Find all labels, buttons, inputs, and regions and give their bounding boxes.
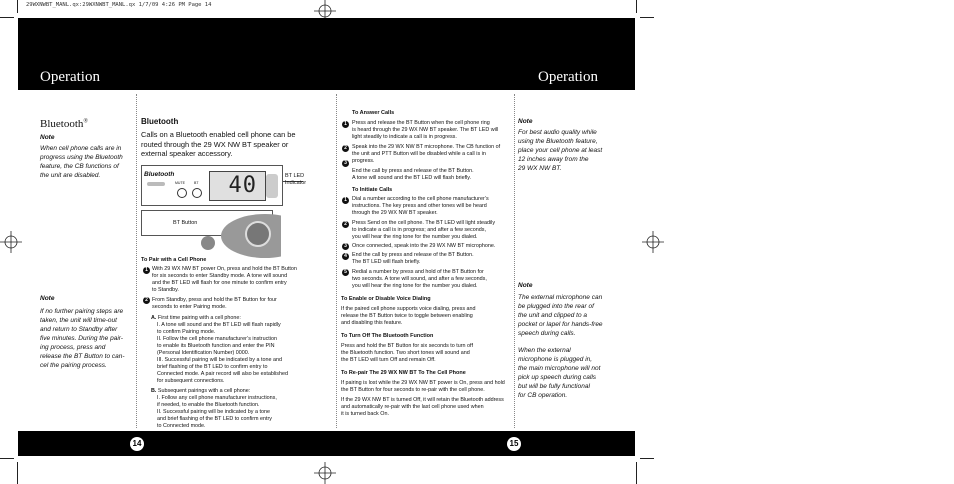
step-text: Press and release the BT Button when the cell phone ring is heard through the 29 WX NW BT speaker. The BT LED will light steadily to indicate a call is in progress. (352, 120, 499, 140)
registration-mark-icon (0, 231, 22, 253)
note-text: When the external microphone is plugged in, the main microphone will not pick up speech during calls but will be fully functional for CB operation. (518, 347, 601, 399)
column-divider (136, 94, 137, 428)
crop-mark (636, 0, 637, 13)
step-text: Speak into the 29 WX NW BT microphone. The CB function of the unit and PTT Button will be disabled while a call is in progress. (352, 144, 501, 164)
body-text: If pairing is lost while the 29 WX NW BT power is On, press and hold the BT Button for four seconds to re-pair with the cell phone. (341, 380, 505, 393)
mic-grille-icon (201, 236, 215, 250)
subsection-heading: To Pair with a Cell Phone (141, 257, 207, 263)
registration-mark-icon (642, 231, 664, 253)
subsection-heading: To Answer Calls (352, 110, 395, 116)
crop-mark (0, 458, 14, 459)
note-heading: Note (40, 134, 55, 141)
lcd-display: 40 (209, 171, 266, 201)
bt-small-label: BT (194, 181, 199, 185)
mute-label: MUTE (175, 181, 185, 185)
step-number-icon: 1 (342, 121, 349, 128)
print-slug: 29WXNWBT_MANL.qx:29WXNWBT_MANL.qx 1/7/09 4:26 PM Page 14 (26, 2, 212, 8)
page-number-left: 14 (130, 437, 144, 451)
subsection-heading: To Turn Off The Bluetooth Function (341, 333, 434, 339)
note-text: For best audio quality while using the Bluetooth feature, place your cell phone at least 12 inches away from the 29 WX NW BT. (518, 129, 603, 172)
bt-button-icon (245, 221, 271, 247)
crop-mark (0, 17, 14, 18)
body-text: If the paired cell phone supports voice dialing, press and release the BT Button twice to toggle between enabling and disabling this feature. (341, 306, 476, 326)
step-number-icon: 4 (342, 253, 349, 260)
step-number-icon: 5 (342, 269, 349, 276)
subsection-heading: To Re-pair The 29 WX NW BT To The Cell Phone (341, 370, 466, 376)
registration-mark-icon (314, 462, 336, 484)
note-heading: Note (40, 295, 55, 302)
bt-button-callout: BT Button (173, 220, 198, 226)
body-text: If the 29 WX NW BT is turned Off, it will retain the Bluetooth address and automatically re-pair with the last cell phone used when it is turned back On. (341, 397, 504, 417)
brand-logo: Bluetooth (144, 171, 175, 178)
note-text: If no further pairing steps are taken, the unit will time-out and return to Standby after five minutes. During the pair- ing process, press and release the BT Button to can- cel the pairing process. (40, 308, 125, 369)
side-panel (266, 174, 278, 198)
substep-a: A. First time pairing with a cell phone: I. A tone will sound and the BT LED will flash rapidly to confirm Pairing mode. II. Follow the cell phone manufacturer’s instruction to enable its Bluetooth function and enter the PIN (Personal Identification Number) 0000. III. Successful pairing will be indicated by a tone and brief flashing of the BT LED to confirm entry to Connected mode. A pair record will also be established for subsequent connections. (151, 315, 288, 384)
subsection-heading: To Enable or Disable Voice Dialing (341, 296, 431, 302)
step-text: End the call by press and release of the BT Button. A tone will sound and the BT LED will flash briefly. (352, 168, 474, 181)
note-text: The external microphone can be plugged into the rear of the unit and clipped to a pocket or lapel for hands-free speech during calls. (518, 294, 603, 337)
page-title-right: Operation (538, 69, 598, 85)
page-title-left: Operation (40, 69, 100, 85)
note-text: When cell phone calls are in progress using the Bluetooth feature, the CB functions of the unit are disabled. (40, 145, 123, 179)
step-text: End the call by press and release of the BT Button. The BT LED will flash briefly. (352, 252, 474, 265)
microphone-illustration (141, 208, 281, 258)
note-heading: Note (518, 118, 533, 125)
crop-mark (640, 17, 654, 18)
step-number-icon: 2 (143, 297, 150, 304)
step-text: Redial a number by press and hold of the BT Button for two seconds. A tone will sound, and after a few seconds, you will hear the ring tone for the number you dialed. (352, 269, 487, 289)
step-text: Press Send on the cell phone. The BT LED will light steadily to indicate a call is in progress; and after a few seconds, you will hear the ring tone for the number you dialed. (352, 220, 496, 240)
column-divider (514, 94, 515, 428)
body-text: Press and hold the BT Button for six seconds to turn off the Bluetooth function. Two short tones will sound and the BT LED will turn Off and remain Off. (341, 343, 473, 363)
step-number-icon: 2 (342, 145, 349, 152)
step-text: From Standby, press and hold the BT Button for four seconds to enter Pairing mode. (152, 297, 277, 310)
knob-detail (147, 182, 165, 186)
step-text: With 29 WX NW BT power On, press and hold the BT Button for six seconds to enter Standby mode. A tone will sound and the BT LED will flash for one minute to confirm entry to Standby. (152, 266, 297, 293)
crop-mark (17, 462, 18, 484)
crop-mark (17, 0, 18, 13)
substep-b: B. Subsequent pairings with a cell phone: I. Follow any cell phone manufacturer instructions, if needed, to enable the Bluetooth function. II. Successful pairing will be indicated by a tone and brief flashing of the BT LED to confirm entry to Connected mode. (151, 388, 277, 429)
crop-mark (640, 458, 654, 459)
section-title: Bluetooth® (40, 118, 88, 130)
step-number-icon: 1 (342, 197, 349, 204)
step-number-icon: 1 (143, 267, 150, 274)
step-number-icon: 3 (342, 243, 349, 250)
step-number-icon: 3 (342, 160, 349, 167)
section-heading: Bluetooth (141, 117, 179, 126)
bt-led-icon (192, 188, 202, 198)
page-number-right: 15 (507, 437, 521, 451)
subsection-heading: To Initiate Calls (352, 187, 393, 193)
step-number-icon: 2 (342, 221, 349, 228)
column-divider (336, 94, 337, 428)
radio-illustration (141, 165, 283, 206)
note-heading: Note (518, 282, 533, 289)
crop-mark (636, 462, 637, 484)
footer-band (18, 431, 635, 456)
step-text: Dial a number according to the cell phone manufacturer’s instructions. The key press and other tones will be heard through the 29 WX NW BT speaker. (352, 196, 489, 216)
step-text: Once connected, speak into the 29 WX NW BT microphone. (352, 243, 496, 249)
bt-led-callout: BT LED Indicator (285, 173, 307, 186)
intro-text: Calls on a Bluetooth enabled cell phone can be routed through the 29 WX NW BT speaker or external speaker accessory. (141, 130, 296, 158)
mute-button-icon (177, 188, 187, 198)
